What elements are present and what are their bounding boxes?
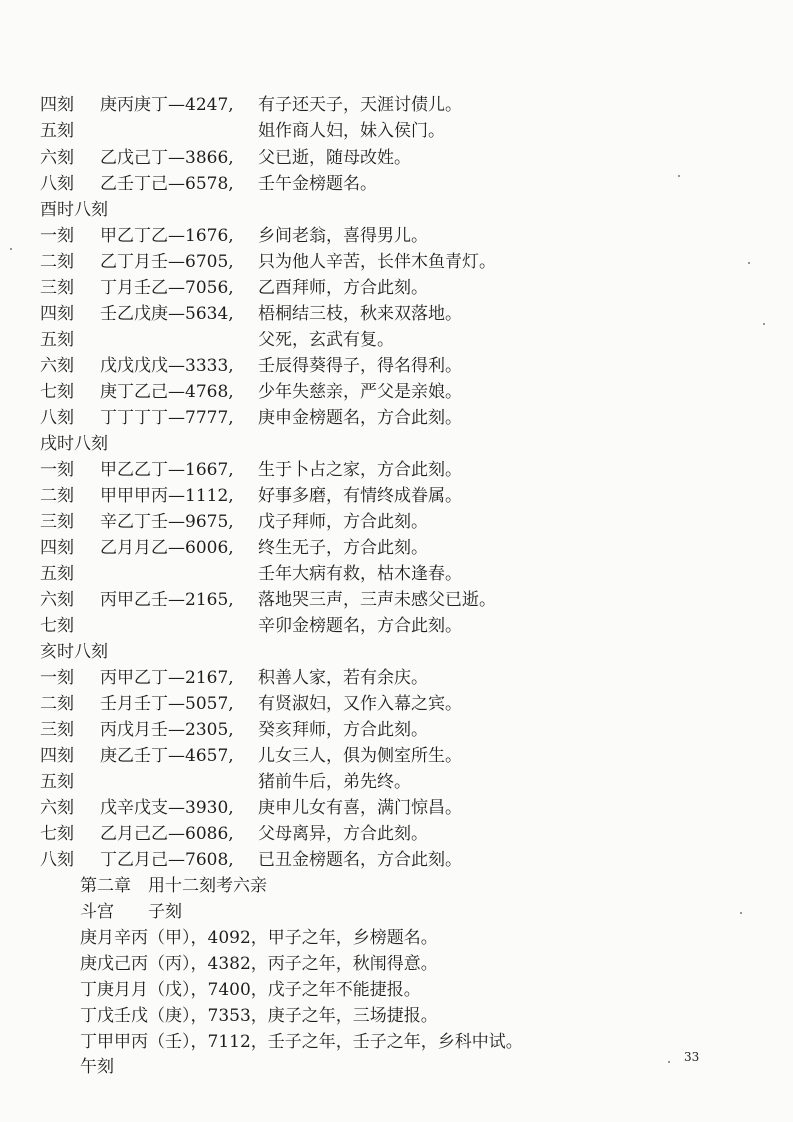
line-code: 庚丙庚丁—4247,	[100, 95, 234, 115]
line-label: 一刻	[40, 460, 74, 480]
line-label: 三刻	[40, 720, 74, 740]
line-label: 斗宫 子刻	[80, 902, 182, 922]
line-text: 有贤淑妇，又作入幕之宾。	[258, 694, 462, 714]
line-text: 儿女三人，俱为侧室所生。	[258, 746, 462, 766]
line-label: 第二章 用十二刻考六亲	[80, 876, 267, 896]
line-label: 六刻	[40, 798, 74, 818]
line-text: 梧桐结三枝，秋来双落地。	[258, 304, 462, 324]
line-text: 癸亥拜师，方合此刻。	[258, 720, 428, 740]
line-label: 亥时八刻	[40, 642, 108, 662]
line-text: 父母离异，方合此刻。	[258, 824, 428, 844]
line-text: 生于卜占之家，方合此刻。	[258, 460, 462, 480]
line-text: 少年失慈亲，严父是亲娘。	[258, 382, 462, 402]
line-label: 八刻	[40, 408, 74, 428]
line-text: 已丑金榜题名，方合此刻。	[258, 850, 462, 870]
line-label: 七刻	[40, 616, 74, 636]
line-code: 庚丁乙己—4768,	[100, 382, 234, 402]
line-text: 戊子拜师，方合此刻。	[258, 512, 428, 532]
page-number: 33	[684, 1050, 700, 1064]
line-label: 五刻	[40, 330, 74, 350]
scan-speck	[748, 262, 750, 264]
line-code: 甲乙丁乙—1676,	[100, 226, 234, 246]
line-label: 六刻	[40, 356, 74, 376]
line-code: 丙甲乙丁—2167,	[100, 668, 234, 688]
line-code: 庚乙壬丁—4657,	[100, 746, 234, 766]
line-code: 丁乙月己—7608,	[100, 850, 234, 870]
line-code: 甲乙乙丁—1667,	[100, 460, 234, 480]
line-text: 壬辰得葵得子，得名得利。	[258, 356, 462, 376]
line-label: 四刻	[40, 538, 74, 558]
line-code: 甲甲甲丙—1112,	[100, 486, 234, 506]
line-code: 辛乙丁壬—9675,	[100, 512, 234, 532]
line-label: 一刻	[40, 668, 74, 688]
line-label: 五刻	[40, 121, 74, 141]
line-label: 丁庚月月（戊），7400，戊子之年不能捷报。	[80, 980, 421, 1000]
line-code: 丁月壬乙—7056,	[100, 278, 234, 298]
scan-speck	[763, 323, 765, 325]
line-text: 落地哭三声，三声未感父已逝。	[258, 590, 496, 610]
line-label: 八刻	[40, 850, 74, 870]
line-code: 壬月壬丁—5057,	[100, 694, 234, 714]
line-label: 六刻	[40, 590, 74, 610]
line-code: 戊辛戊支—3930,	[100, 798, 234, 818]
scan-speck	[668, 1061, 670, 1063]
line-code: 丁丁丁丁—7777,	[100, 408, 234, 428]
line-text: 辛卯金榜题名，方合此刻。	[258, 616, 462, 636]
line-text: 壬年大病有救，枯木逢春。	[258, 564, 462, 584]
line-label: 三刻	[40, 512, 74, 532]
line-text: 终生无子，方合此刻。	[258, 538, 428, 558]
line-label: 丁甲甲丙（壬），7112，壬子之年，壬子之年，乡科中试。	[80, 1032, 523, 1052]
line-label: 丁戊壬戊（庚），7353，庚子之年，三场捷报。	[80, 1006, 438, 1026]
line-text: 姐作商人妇，妹入侯门。	[258, 121, 445, 141]
line-label: 二刻	[40, 486, 74, 506]
line-text: 父已逝，随母改姓。	[258, 148, 411, 168]
line-text: 父死，玄武有复。	[258, 330, 394, 350]
line-label: 六刻	[40, 148, 74, 168]
line-text: 有子还天子，天涯讨债儿。	[258, 95, 462, 115]
line-label: 四刻	[40, 95, 74, 115]
line-code: 壬乙戊庚—5634,	[100, 304, 234, 324]
line-text: 庚申儿女有喜，满门惊昌。	[258, 798, 462, 818]
line-label: 四刻	[40, 746, 74, 766]
line-text: 庚申金榜题名，方合此刻。	[258, 408, 462, 428]
scan-speck	[678, 175, 680, 177]
line-code: 丙戊月壬—2305,	[100, 720, 234, 740]
line-text: 乙酉拜师，方合此刻。	[258, 278, 428, 298]
line-label: 七刻	[40, 382, 74, 402]
line-text: 好事多磨，有情终成眷属。	[258, 486, 462, 506]
line-label: 戌时八刻	[40, 434, 108, 454]
scan-speck	[10, 248, 12, 250]
line-label: 三刻	[40, 278, 74, 298]
line-label: 午刻	[80, 1057, 114, 1077]
line-text: 积善人家，若有余庆。	[258, 668, 428, 688]
line-code: 戊戊戊戊—3333,	[100, 356, 234, 376]
line-label: 一刻	[40, 226, 74, 246]
line-code: 丙甲乙壬—2165,	[100, 590, 234, 610]
line-code: 乙壬丁己—6578,	[100, 174, 234, 194]
line-code: 乙月月乙—6006,	[100, 538, 234, 558]
line-label: 庚月辛丙（甲），4092，甲子之年，乡榜题名。	[80, 928, 438, 948]
line-code: 乙月己乙—6086,	[100, 824, 234, 844]
line-label: 八刻	[40, 174, 74, 194]
line-text: 只为他人辛苦，长伴木鱼青灯。	[258, 252, 496, 272]
line-label: 二刻	[40, 252, 74, 272]
line-text: 壬午金榜题名。	[258, 174, 377, 194]
line-label: 酉时八刻	[40, 200, 108, 220]
line-text: 猪前牛后，弟先终。	[258, 772, 411, 792]
line-label: 四刻	[40, 304, 74, 324]
line-label: 五刻	[40, 772, 74, 792]
line-text: 乡间老翁，喜得男儿。	[258, 226, 428, 246]
line-code: 乙丁月壬—6705,	[100, 252, 234, 272]
line-label: 五刻	[40, 564, 74, 584]
line-code: 乙戊己丁—3866,	[100, 148, 234, 168]
line-label: 七刻	[40, 824, 74, 844]
line-label: 庚戊己丙（丙），4382，丙子之年，秋闱得意。	[80, 954, 438, 974]
line-label: 二刻	[40, 694, 74, 714]
scan-speck	[740, 912, 742, 914]
